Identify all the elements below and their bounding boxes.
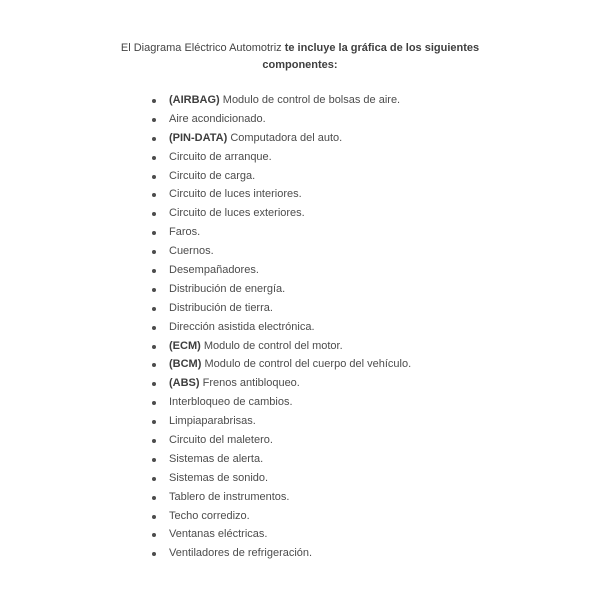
item-text: Ventanas eléctricas. (169, 528, 268, 541)
list-item (152, 337, 411, 356)
item-code: (BCM) (169, 358, 202, 371)
item-text: Circuito de luces exteriores. (169, 207, 305, 220)
list-item (152, 299, 411, 318)
item-text: Distribución de tierra. (169, 301, 273, 314)
item-text: Ventiladores de refrigeración. (169, 547, 313, 560)
item-text: Tablero de instrumentos. (169, 490, 290, 503)
item-text: Circuito del maletero. (169, 434, 273, 447)
item-text: Faros. (169, 226, 201, 239)
list-item (152, 148, 411, 167)
bullet-icon (152, 363, 156, 367)
bullet-icon (152, 212, 156, 216)
item-text: Circuito de carga. (169, 169, 256, 182)
bullet-icon (152, 552, 156, 556)
bullet-icon (152, 439, 156, 443)
list-item (152, 393, 411, 412)
list-item (152, 507, 411, 526)
bullet-icon (152, 231, 156, 235)
list-item (152, 91, 411, 110)
bullet-icon (152, 288, 156, 292)
item-text: Limpiaparabrisas. (169, 415, 256, 428)
list-item (152, 204, 411, 223)
item-text: Distribución de energía. (169, 282, 286, 295)
bullet-icon (152, 477, 156, 481)
list-item (152, 280, 411, 299)
bullet-icon (152, 307, 156, 311)
list-item (152, 525, 411, 544)
bullet-icon (152, 156, 156, 160)
item-text: Circuito de arranque. (169, 150, 272, 163)
list-item (152, 261, 411, 280)
item-code: (AIRBAG) (169, 94, 220, 106)
item-code: (ABS) (169, 377, 200, 390)
bullet-icon (152, 420, 156, 424)
item-text: Modulo de control de bolsas de aire. (222, 94, 401, 106)
bullet-icon (152, 118, 156, 122)
list-item (152, 450, 411, 469)
bullet-icon (152, 382, 156, 386)
item-text: Circuito de luces interiores. (169, 188, 302, 201)
list-item (152, 469, 411, 488)
item-text: Aire acondicionado. (169, 112, 266, 125)
bullet-icon (152, 326, 156, 330)
bullet-icon (152, 269, 156, 273)
item-text: Sistemas de alerta. (169, 452, 264, 465)
bullet-icon (152, 99, 156, 103)
bullet-icon (152, 458, 156, 462)
item-text: Frenos antibloqueo. (202, 377, 300, 390)
item-text: Interbloqueo de cambios. (169, 396, 293, 409)
item-text: Modulo de control del cuerpo del vehículo. (204, 358, 412, 371)
intro-normal-text: El Diagrama Eléctrico Automotriz (120, 42, 282, 54)
list-item (152, 167, 411, 186)
list-item (152, 223, 411, 242)
item-text: Desempañadores. (169, 264, 259, 277)
list-item (152, 318, 411, 337)
bullet-icon (152, 496, 156, 500)
item-text: Computadora del auto. (230, 131, 343, 144)
list-item (152, 412, 411, 431)
item-text: Sistemas de sonido. (169, 471, 269, 484)
bullet-icon (152, 250, 156, 254)
bullet-icon (152, 193, 156, 197)
item-text: Cuernos. (169, 245, 214, 258)
list-item (152, 185, 411, 204)
bullet-icon (152, 401, 156, 405)
intro-bold-text: te incluye la gráfica de los siguientes componentes: (262, 42, 480, 71)
list-item (152, 374, 411, 393)
list-item (152, 242, 411, 261)
item-code: (ECM) (169, 339, 201, 352)
item-text: Modulo de control del motor. (203, 339, 343, 352)
bullet-icon (152, 345, 156, 349)
list-item (152, 129, 411, 148)
list-item (152, 488, 411, 507)
item-text: Techo corredizo. (169, 509, 250, 522)
list-item (152, 544, 411, 563)
bullet-icon (152, 175, 156, 179)
item-text: Dirección asistida electrónica. (169, 320, 315, 333)
bullet-icon (152, 137, 156, 141)
component-list (152, 91, 411, 563)
intro-paragraph (110, 40, 490, 74)
list-item (152, 355, 411, 374)
bullet-icon (152, 515, 156, 519)
item-code: (PIN-DATA) (169, 131, 228, 144)
bullet-icon (152, 533, 156, 537)
list-item (152, 110, 411, 129)
list-item (152, 431, 411, 450)
